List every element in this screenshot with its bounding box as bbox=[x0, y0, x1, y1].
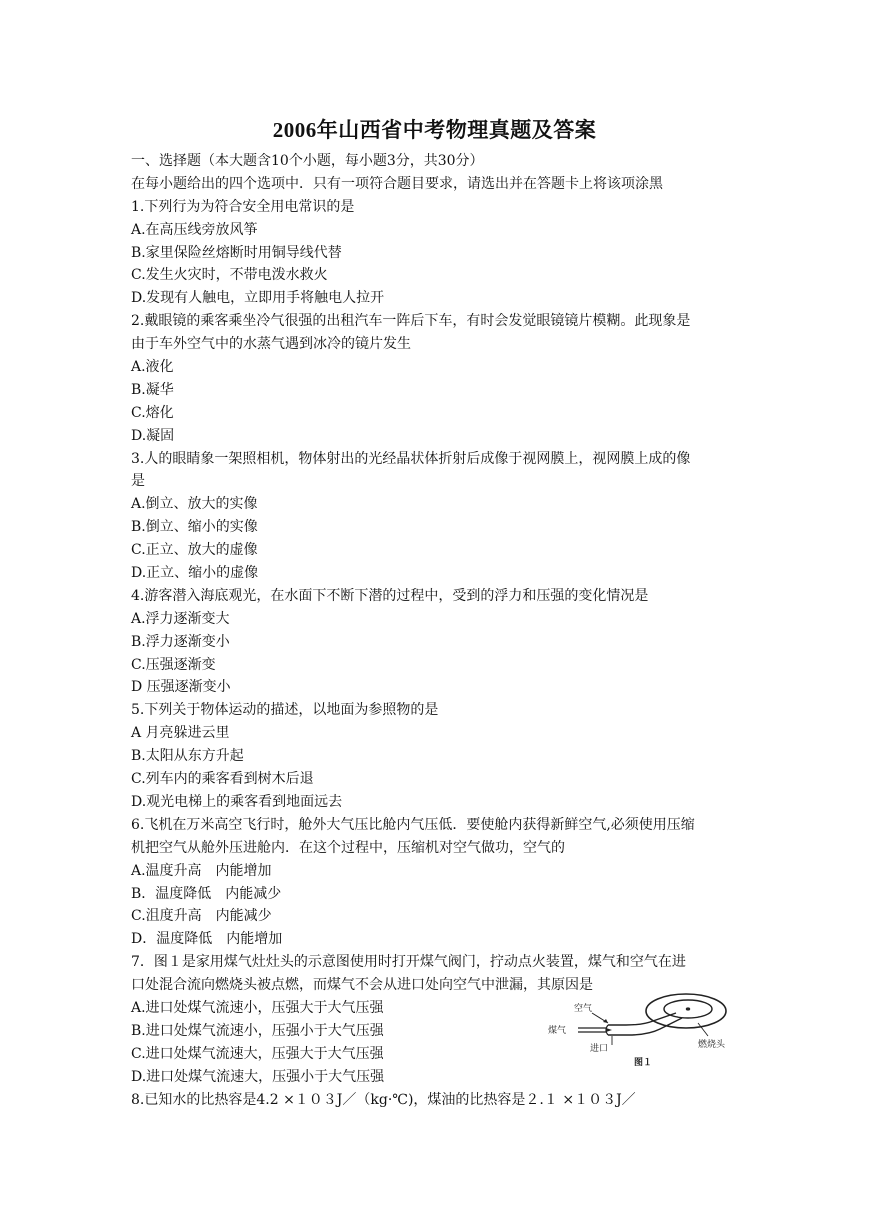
q2-option-a: A.液化 bbox=[131, 359, 174, 376]
q1-stem: 1.下列行为为符合安全用电常识的是 bbox=[131, 198, 355, 215]
q4-option-b: B.浮力逐渐变小 bbox=[131, 633, 230, 650]
q2-option-b: B.凝华 bbox=[131, 381, 174, 398]
air-arrow-head bbox=[603, 1019, 608, 1023]
q6-option-b: B．温度降低 内能减少 bbox=[131, 885, 282, 902]
q2-stem-line2: 由于车外空气中的水蒸气遇到冰冷的镜片发生 bbox=[131, 336, 411, 353]
q7-stem-line2: 口处混合流向燃烧头被点燃，而煤气不会从进口处向空气中泄漏，其原因是 bbox=[131, 977, 593, 994]
q4-option-a: A.浮力逐渐变大 bbox=[131, 610, 230, 627]
burner-label: 燃烧头 bbox=[698, 1039, 726, 1050]
instruction-text: 在每小题给出的四个选项中．只有一项符合题目要求，请选出并在答题卡上将该项涂黑 bbox=[131, 175, 663, 192]
q7-stem-line1: 7．图１是家用煤气灶灶头的示意图使用时打开煤气阀门，拧动点火装置，煤气和空气在进 bbox=[131, 954, 686, 971]
gas-label: 煤气 bbox=[548, 1025, 567, 1036]
q6-option-d: D．温度降低 内能增加 bbox=[131, 931, 283, 948]
q5-stem: 5.下列关于物体运动的描述，以地面为参照物的是 bbox=[131, 702, 439, 719]
gas-stove-diagram bbox=[548, 991, 733, 1069]
mixing-tube-upper bbox=[608, 1013, 676, 1025]
q7-options-with-figure bbox=[131, 997, 746, 1089]
q1-option-c: C.发生火灾时，不带电泼水救火 bbox=[131, 267, 328, 284]
q2-option-d: D.凝固 bbox=[131, 427, 175, 444]
q7-option-a: A.进口处煤气流速小，压强大于大气压强 bbox=[131, 999, 384, 1016]
q7-option-c: C.进口处煤气流速大，压强大于大气压强 bbox=[131, 1045, 384, 1062]
q2-stem-line1: 2.戴眼镜的乘客乘坐冷气很强的出租汽车一阵后下车，有时会发觉眼镜镜片模糊。此现象是 bbox=[131, 313, 691, 330]
q1-option-b: B.家里保险丝熔断时用铜导线代替 bbox=[131, 244, 342, 261]
q7-option-d: D.进口处煤气流速大，压强小于大气压强 bbox=[131, 1068, 385, 1085]
q5-option-b: B.太阳从东方升起 bbox=[131, 748, 244, 765]
q5-option-c: C.列车内的乘客看到树木后退 bbox=[131, 771, 314, 788]
question-content bbox=[131, 150, 746, 1111]
q1-option-d: D.发现有人触电，立即用手将触电人拉开 bbox=[131, 290, 385, 307]
section-heading: 一、选择题（本大题含10个小题，每小题3分，共30分） bbox=[131, 153, 484, 169]
burner-outer-ring bbox=[646, 994, 726, 1028]
q8-stem: 8.已知水的比热容是4.2 ×１０３J／（kg·℃)，煤油的比热容是２.１ ×１０３J／ bbox=[131, 1091, 636, 1108]
q4-option-d: D 压强逐渐变小 bbox=[131, 679, 231, 696]
q3-stem-line2: 是 bbox=[131, 473, 145, 490]
inlet-label: 进口 bbox=[590, 1043, 609, 1054]
document-title: 2006年山西省中考物理真题及答案 bbox=[272, 118, 597, 142]
q4-stem: 4.游客潜入海底观光，在水面下不断下潜的过程中，受到的浮力和压强的变化情况是 bbox=[131, 587, 649, 604]
q6-option-a: A.温度升高 内能增加 bbox=[131, 862, 272, 879]
q7-option-b: B.进口处煤气流速小，压强小于大气压强 bbox=[131, 1022, 384, 1039]
air-label: 空气 bbox=[574, 1003, 593, 1014]
gas-nozzle bbox=[606, 1028, 612, 1032]
gas-stove-figure bbox=[548, 991, 733, 1069]
q6-option-c: C.沮度升高 内能减少 bbox=[131, 908, 272, 925]
q5-option-a: A 月亮躲进云里 bbox=[131, 725, 230, 742]
q6-stem-line1: 6.飞机在万米高空飞行时，舱外大气压比舱内气压低．要使舱内获得新鲜空气,必须使用压缩 bbox=[131, 816, 695, 833]
q3-option-c: C.正立、放大的虚像 bbox=[131, 542, 258, 559]
q5-option-d: D.观光电梯上的乘客看到地面远去 bbox=[131, 793, 343, 810]
figure-caption: 图１ bbox=[634, 1057, 653, 1068]
q1-option-a: A.在高压线旁放风筝 bbox=[131, 221, 258, 238]
q3-option-d: D.正立、缩小的虚像 bbox=[131, 565, 259, 582]
q2-option-c: C.熔化 bbox=[131, 404, 174, 421]
q3-option-a: A.倒立、放大的实像 bbox=[131, 496, 258, 513]
burner-center-dot bbox=[686, 1007, 690, 1010]
q3-option-b: B.倒立、缩小的实像 bbox=[131, 519, 258, 536]
q6-stem-line2: 机把空气从舱外压进舱内．在这个过程中，压缩机对空气做功，空气的 bbox=[131, 839, 565, 856]
q4-option-c: C.压强逐渐变 bbox=[131, 656, 216, 673]
q3-stem-line1: 3.人的眼睛象一架照相机，物体射出的光经晶状体折射后成像于视网膜上，视网膜上成的像 bbox=[131, 450, 691, 467]
